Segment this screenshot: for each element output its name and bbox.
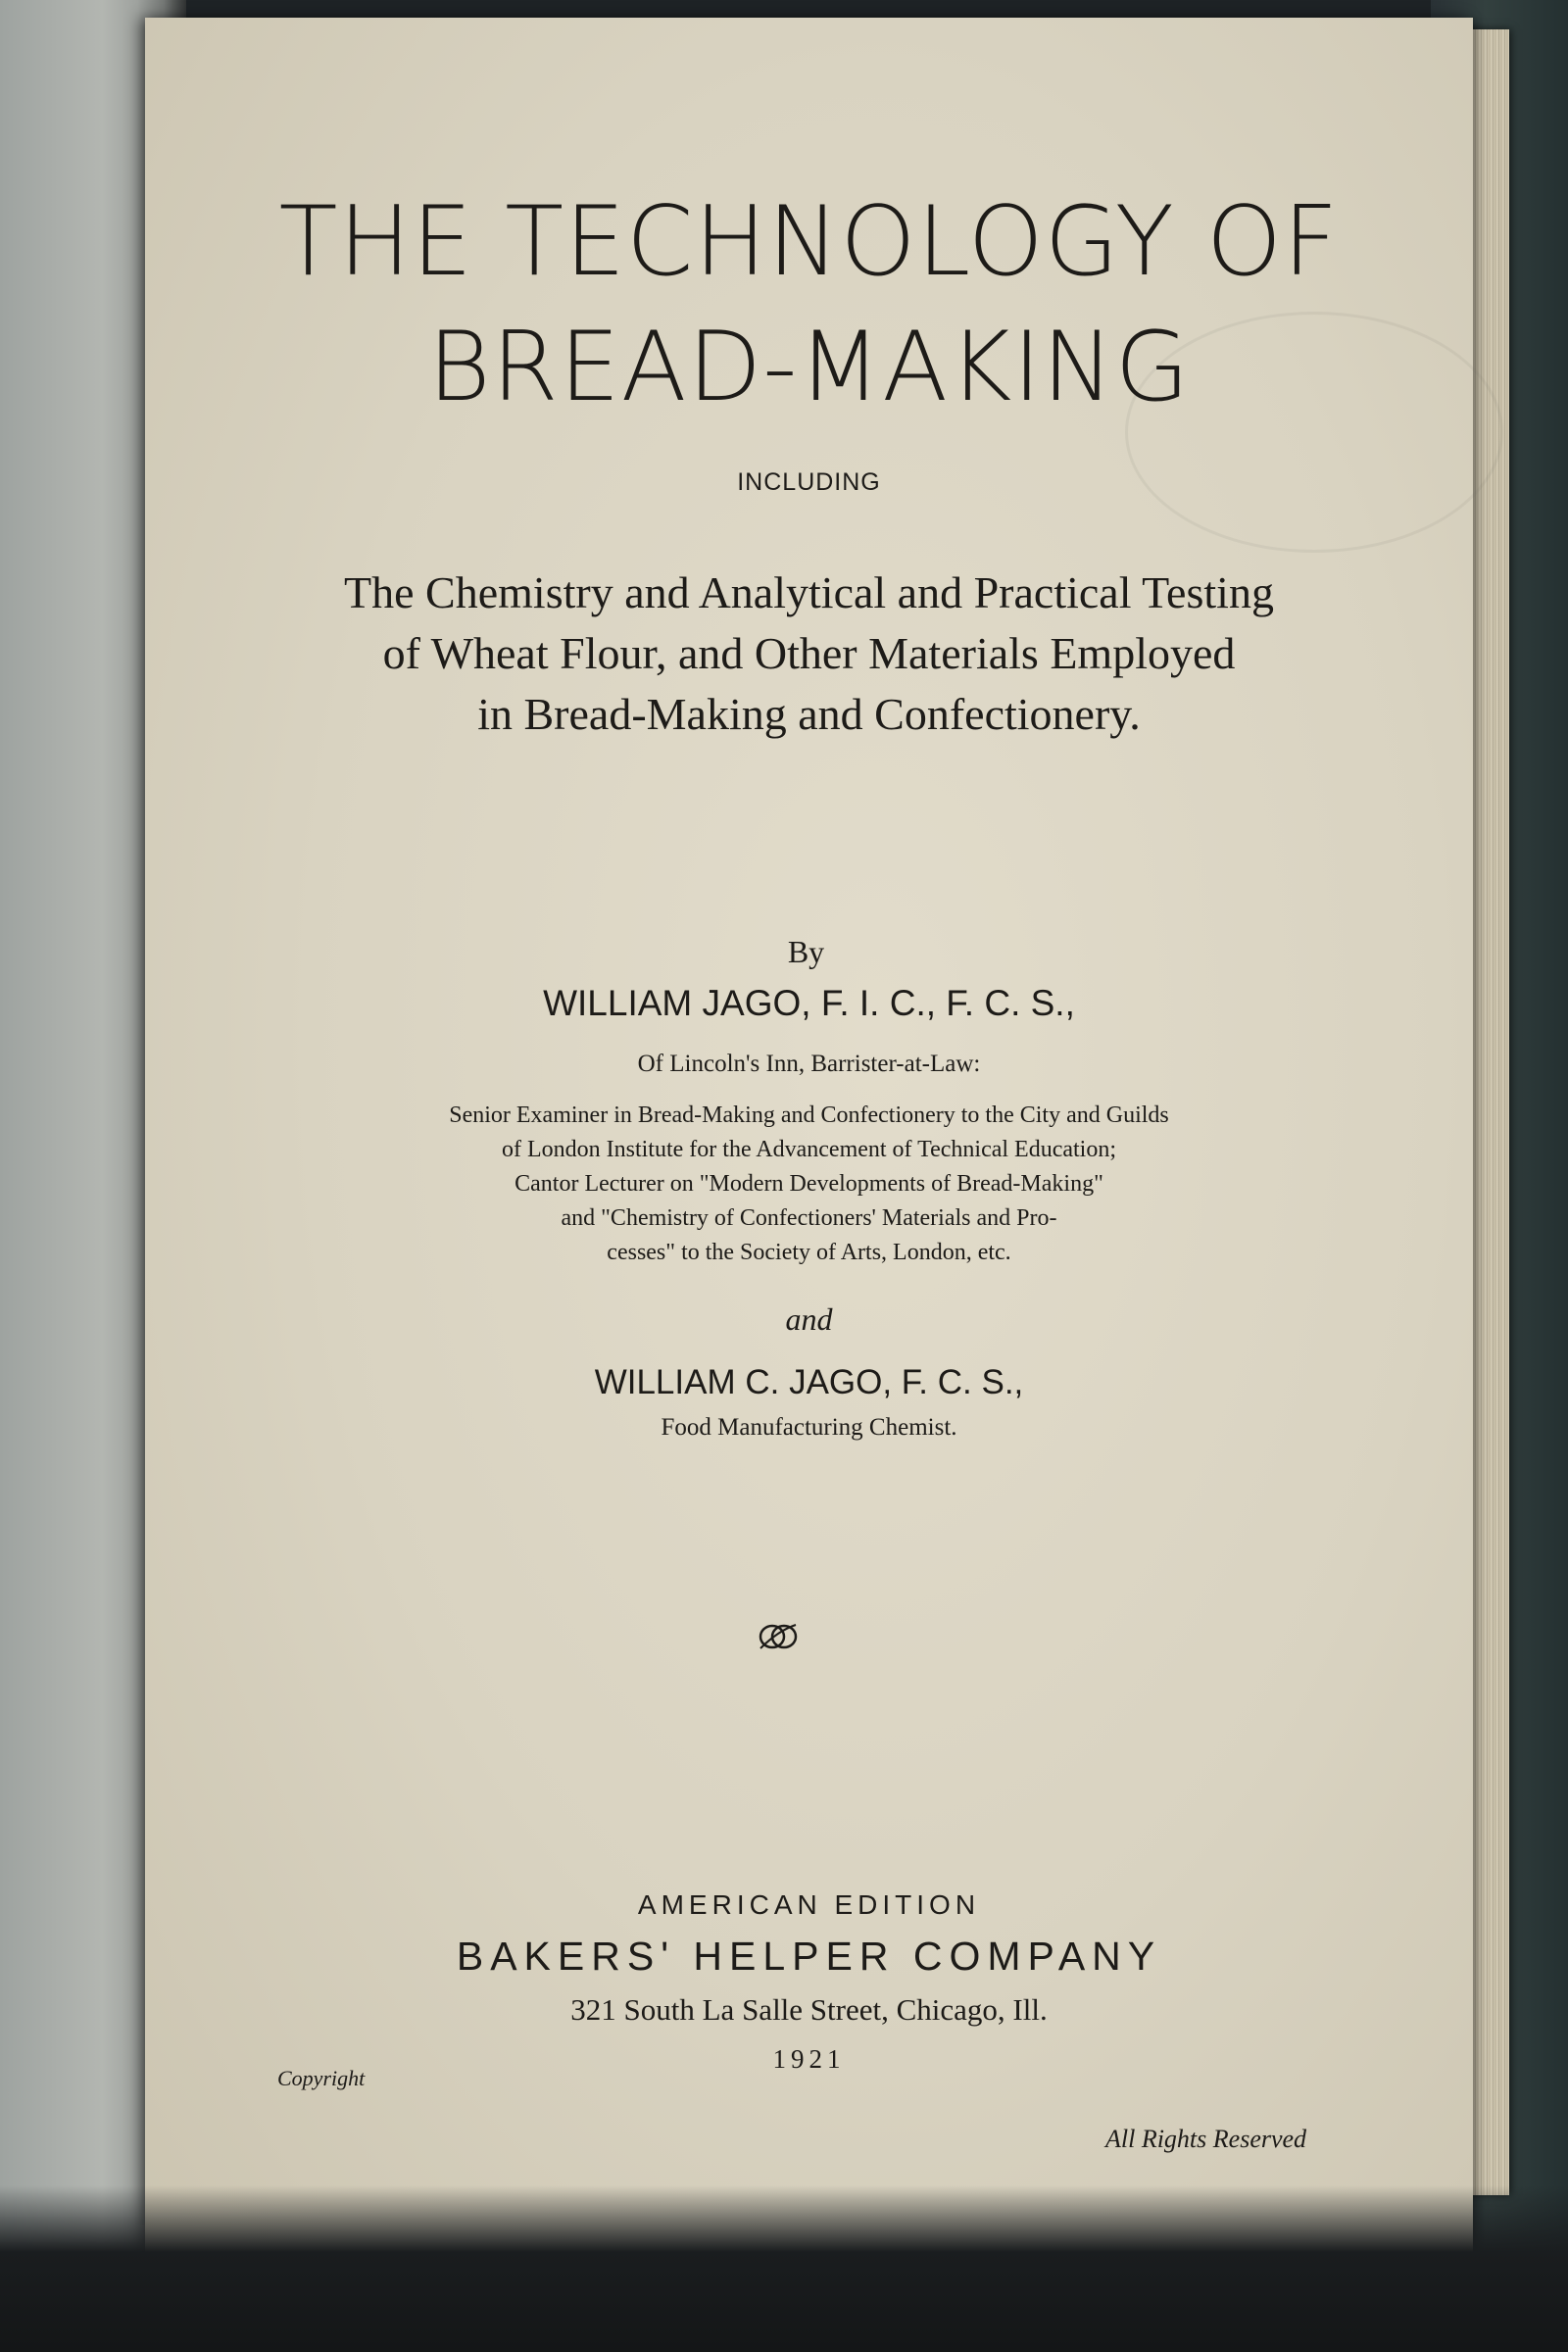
title-page	[145, 18, 1473, 2281]
author1-name: WILLIAM JAGO, F. I. C., F. C. S.,	[543, 983, 1075, 1023]
author2-desc: Food Manufacturing Chemist.	[661, 1414, 957, 1441]
publisher-name: BAKERS' HELPER COMPANY	[456, 1934, 1162, 1979]
author1-desc-line-4: and "Chemistry of Confectioners' Materials and Pro-	[561, 1205, 1057, 1231]
table-shadow	[0, 2185, 1568, 2352]
copyright-label: Copyright	[277, 2066, 366, 2090]
author1-affiliation: Of Lincoln's Inn, Barrister-at-Law:	[637, 1051, 981, 1077]
printer-ornament-icon	[755, 1617, 802, 1656]
author1-desc-line-2: of London Institute for the Advancement of Technical Education;	[501, 1137, 1117, 1162]
author1-desc-line-1: Senior Examiner in Bread-Making and Confectionery to the City and Guilds	[449, 1102, 1169, 1128]
author1-desc-line-5: cesses" to the Society of Arts, London, etc.	[607, 1240, 1011, 1265]
rights-label: All Rights Reserved	[1105, 2125, 1307, 2153]
subtitle-line-2: of Wheat Flour, and Other Materials Employed	[382, 628, 1236, 678]
publication-year: 1921	[772, 2044, 846, 2074]
author2-name: WILLIAM C. JAGO, F. C. S.,	[594, 1363, 1024, 1401]
title-line-1: THE TECHNOLOGY OF	[278, 186, 1340, 298]
by-label: By	[787, 934, 825, 969]
title-line-2: BREAD-MAKING	[427, 312, 1191, 423]
subtitle-line-3: in Bread-Making and Confectionery.	[477, 689, 1141, 739]
and-label: and	[785, 1301, 833, 1337]
edition-label: AMERICAN EDITION	[637, 1889, 981, 1920]
including-label: INCLUDING	[737, 468, 881, 496]
subtitle-line-1: The Chemistry and Analytical and Practical Testing	[344, 567, 1274, 617]
author1-desc-line-3: Cantor Lecturer on "Modern Developments of Bread-Making"	[514, 1171, 1103, 1197]
publisher-address: 321 South La Salle Street, Chicago, Ill.	[570, 1992, 1048, 2027]
